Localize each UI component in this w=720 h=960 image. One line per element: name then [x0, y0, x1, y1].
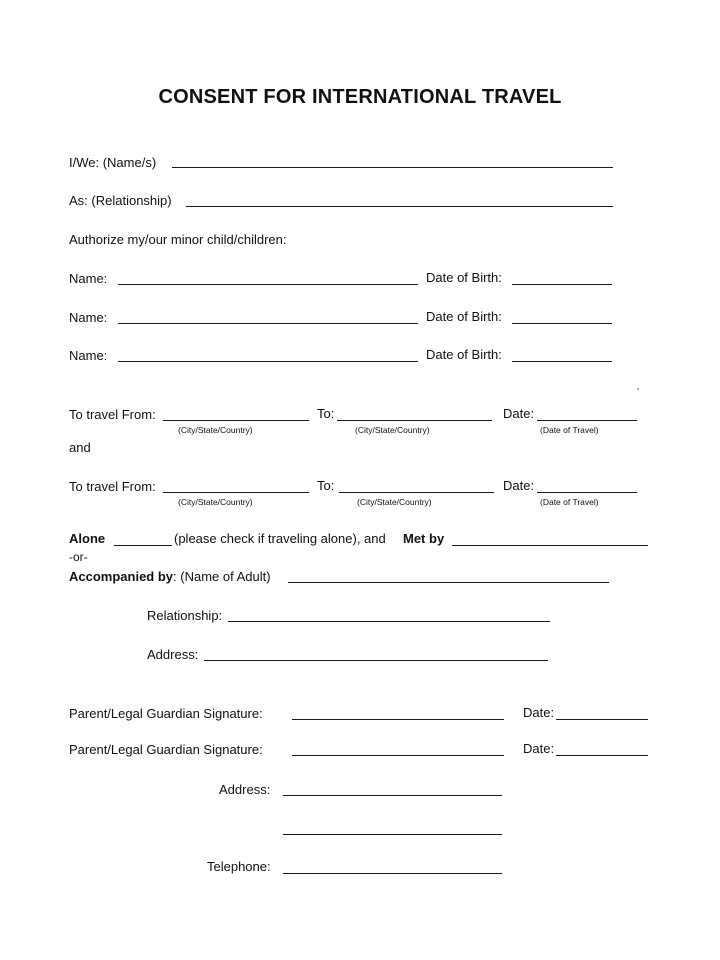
- adult-address-field[interactable]: [204, 660, 548, 661]
- form-title: CONSENT FOR INTERNATIONAL TRAVEL: [158, 86, 562, 108]
- adult-relationship-label: Relationship:: [147, 608, 223, 623]
- and-text: and: [69, 440, 91, 455]
- alone-label: Alone: [69, 531, 106, 546]
- travel-1-to-field[interactable]: [337, 420, 492, 421]
- travel-1-from-field[interactable]: [163, 420, 309, 421]
- adult-address-label: Address:: [147, 647, 199, 662]
- child-2-dob-field[interactable]: [512, 323, 612, 324]
- travel-2-from-field[interactable]: [163, 492, 309, 493]
- travel-2-date-field[interactable]: [537, 492, 637, 493]
- child-2-dob-label: Date of Birth:: [426, 309, 502, 324]
- travel-2-to-hint: (City/State/Country): [357, 497, 432, 507]
- child-3-name-label: Name:: [69, 348, 108, 363]
- travel-1-to-label: To:: [317, 406, 335, 421]
- or-text: -or-: [69, 550, 88, 564]
- guardian-address-field-2[interactable]: [283, 834, 502, 835]
- child-1-name-field[interactable]: [118, 284, 418, 285]
- child-2-name-label: Name:: [69, 310, 108, 325]
- names-label: I/We: (Name/s): [69, 155, 157, 170]
- child-1-dob-field[interactable]: [512, 284, 612, 285]
- travel-1-date-hint: (Date of Travel): [540, 425, 599, 435]
- travel-1-from-hint: (City/State/Country): [178, 425, 253, 435]
- alone-checkbox-field[interactable]: [114, 545, 172, 546]
- adult-relationship-field[interactable]: [228, 621, 550, 622]
- signature-2-field[interactable]: [292, 755, 504, 756]
- travel-1-to-hint: (City/State/Country): [355, 425, 430, 435]
- signature-2-date-field[interactable]: [556, 755, 648, 756]
- child-3-name-field[interactable]: [118, 361, 418, 362]
- telephone-field[interactable]: [283, 873, 502, 874]
- travel-2-to-label: To:: [317, 478, 335, 493]
- travel-2-from-hint: (City/State/Country): [178, 497, 253, 507]
- signature-1-label: Parent/Legal Guardian Signature:: [69, 706, 263, 721]
- alone-note: (please check if traveling alone), and: [174, 531, 386, 546]
- signature-2-label: Parent/Legal Guardian Signature:: [69, 742, 263, 757]
- met-by-label: Met by: [403, 531, 445, 546]
- accompanied-label: Accompanied by: [69, 569, 174, 584]
- signature-1-date-field[interactable]: [556, 719, 648, 720]
- travel-2-from-label: To travel From:: [69, 479, 156, 494]
- signature-1-field[interactable]: [292, 719, 504, 720]
- travel-2-date-hint: (Date of Travel): [540, 497, 599, 507]
- signature-1-date-label: Date:: [523, 705, 555, 720]
- authorize-text: Authorize my/our minor child/children:: [69, 232, 287, 247]
- travel-1-date-field[interactable]: [537, 420, 637, 421]
- telephone-label: Telephone:: [207, 859, 271, 874]
- child-3-dob-label: Date of Birth:: [426, 347, 502, 362]
- accompanied-row: [69, 569, 271, 585]
- signature-2-date-label: Date:: [523, 741, 555, 756]
- scan-speck: [637, 388, 639, 390]
- relationship-label: As: (Relationship): [69, 193, 172, 208]
- child-2-name-field[interactable]: [118, 323, 418, 324]
- names-field[interactable]: [172, 167, 613, 168]
- child-1-dob-label: Date of Birth:: [426, 270, 502, 285]
- guardian-address-field-1[interactable]: [283, 795, 502, 796]
- relationship-field[interactable]: [186, 206, 613, 207]
- travel-2-to-field[interactable]: [339, 492, 494, 493]
- guardian-address-label: Address:: [219, 782, 271, 797]
- travel-2-date-label: Date:: [503, 478, 535, 493]
- accompanied-field[interactable]: [288, 582, 609, 583]
- travel-1-from-label: To travel From:: [69, 407, 156, 422]
- child-3-dob-field[interactable]: [512, 361, 612, 362]
- travel-1-date-label: Date:: [503, 406, 535, 421]
- met-by-field[interactable]: [452, 545, 648, 546]
- child-1-name-label: Name:: [69, 271, 108, 286]
- accompanied-note: : (Name of Adult): [173, 569, 271, 584]
